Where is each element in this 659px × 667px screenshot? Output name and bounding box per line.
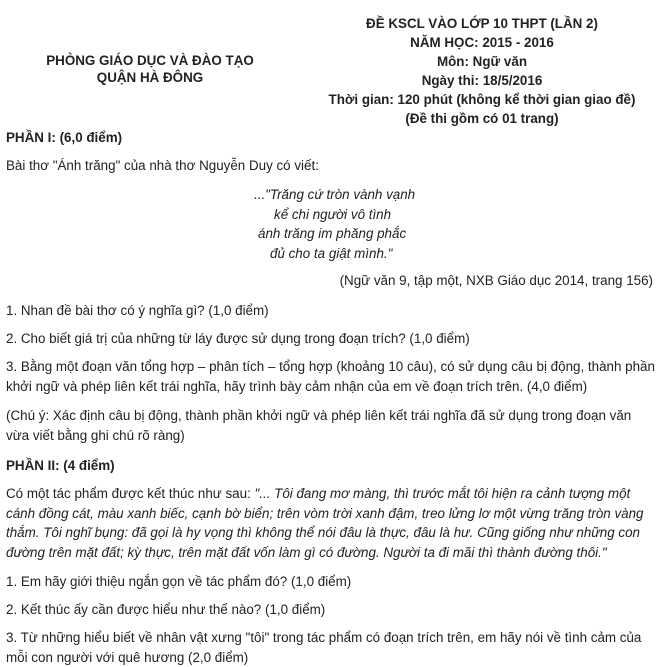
district-name: QUẬN HÀ ĐÔNG — [96, 70, 204, 85]
exam-title: ĐỀ KSCL VÀO LỚP 10 THPT (LẦN 2) — [366, 16, 598, 31]
poem-line-3: ánh trăng im phăng phắc — [258, 226, 407, 241]
part1-question-1: 1. Nhan đề bài thơ có ý nghĩa gì? (1,0 điểm) — [6, 303, 269, 318]
poem-line-1: ..."Trăng cứ tròn vành vạnh — [254, 187, 416, 202]
subject: Môn: Ngữ văn — [436, 54, 528, 69]
part1-note: (Chú ý: Xác định câu bị động, thành phần khởi ngữ và phép liên kết trái nghĩa đã sử dụng trong đoạn văn vừa viết bằng ghi chú rõ ràng) — [6, 408, 632, 443]
part1-title: PHẦN I: (6,0 điểm) — [6, 130, 123, 145]
poem-source: (Ngữ văn 9, tập một, NXB Giáo dục 2014, trang 156) — [339, 273, 653, 288]
school-year: NĂM HỌC: 2015 - 2016 — [410, 35, 554, 50]
page-count-note: (Đề thi gồm có 01 trang) — [405, 111, 559, 126]
part1-question-3: 3. Bằng một đoạn văn tổng hợp – phân tích – tổng hợp (khoảng 10 câu), có sử dụng câu bị động, thành phần khởi ngữ và phép liên kết trái nghĩa, hãy trình bày cảm nhận của em về đoạn trích trên. (4,0 điểm) — [6, 359, 655, 394]
poem-line-4: đủ cho ta giật mình." — [270, 245, 393, 261]
part2-intro — [6, 484, 656, 562]
part2-question-3: 3. Từ những hiểu biết về nhân vật xưng "tôi" trong tác phẩm có đoạn trích trên, em hãy nói về tình cảm của mỗi con người với quê hương (2,0 điểm) — [6, 630, 642, 665]
poem-line-2: kể chi người vô tình — [274, 206, 392, 222]
header-left — [0, 52, 300, 86]
exam-date: Ngày thi: 18/5/2016 — [421, 73, 543, 88]
part2-intro-quote: "... Tôi đang mơ màng, thì trước mắt tôi hiện ra cảnh tượng một cánh đồng cát, màu xanh biếc, cạnh bờ biển; trên vòm trời xanh đậm, treo lửng lơ một vừng trăng tròn vàng thắm. Tôi nghĩ bụng: đã gọi là hy vọng thì không thể nói đâu là thực, đâu là hư. Cũng giống như những con đường trên mặt đất; kỳ thực, trên mặt đất vốn làm gì có đường. Người ta đi mãi thì thành đường thôi." — [6, 486, 644, 560]
part2-question-2: 2. Kết thúc ấy cần được hiểu như thế nào? (1,0 điểm) — [6, 602, 326, 617]
part2-question-1: 1. Em hãy giới thiệu ngắn gọn về tác phẩm đó? (1,0 điểm) — [6, 574, 352, 589]
poem — [254, 185, 415, 263]
exam-duration: Thời gian: 120 phút (không kể thời gian giao đề) — [328, 92, 636, 107]
part1-question-2: 2. Cho biết giá trị của những từ láy được sử dụng trong đoạn trích? (1,0 điểm) — [6, 331, 470, 346]
part1-intro: Bài thơ "Ánh trăng" của nhà thơ Nguyễn Duy có viết: — [6, 158, 319, 173]
part2-intro-lead: Có một tác phẩm được kết thúc như sau: — [6, 486, 255, 501]
header-right — [305, 14, 659, 128]
part2-title: PHẦN II: (4 điểm) — [6, 458, 115, 473]
department-name: PHÒNG GIÁO DỤC VÀ ĐÀO TẠO — [46, 53, 254, 68]
